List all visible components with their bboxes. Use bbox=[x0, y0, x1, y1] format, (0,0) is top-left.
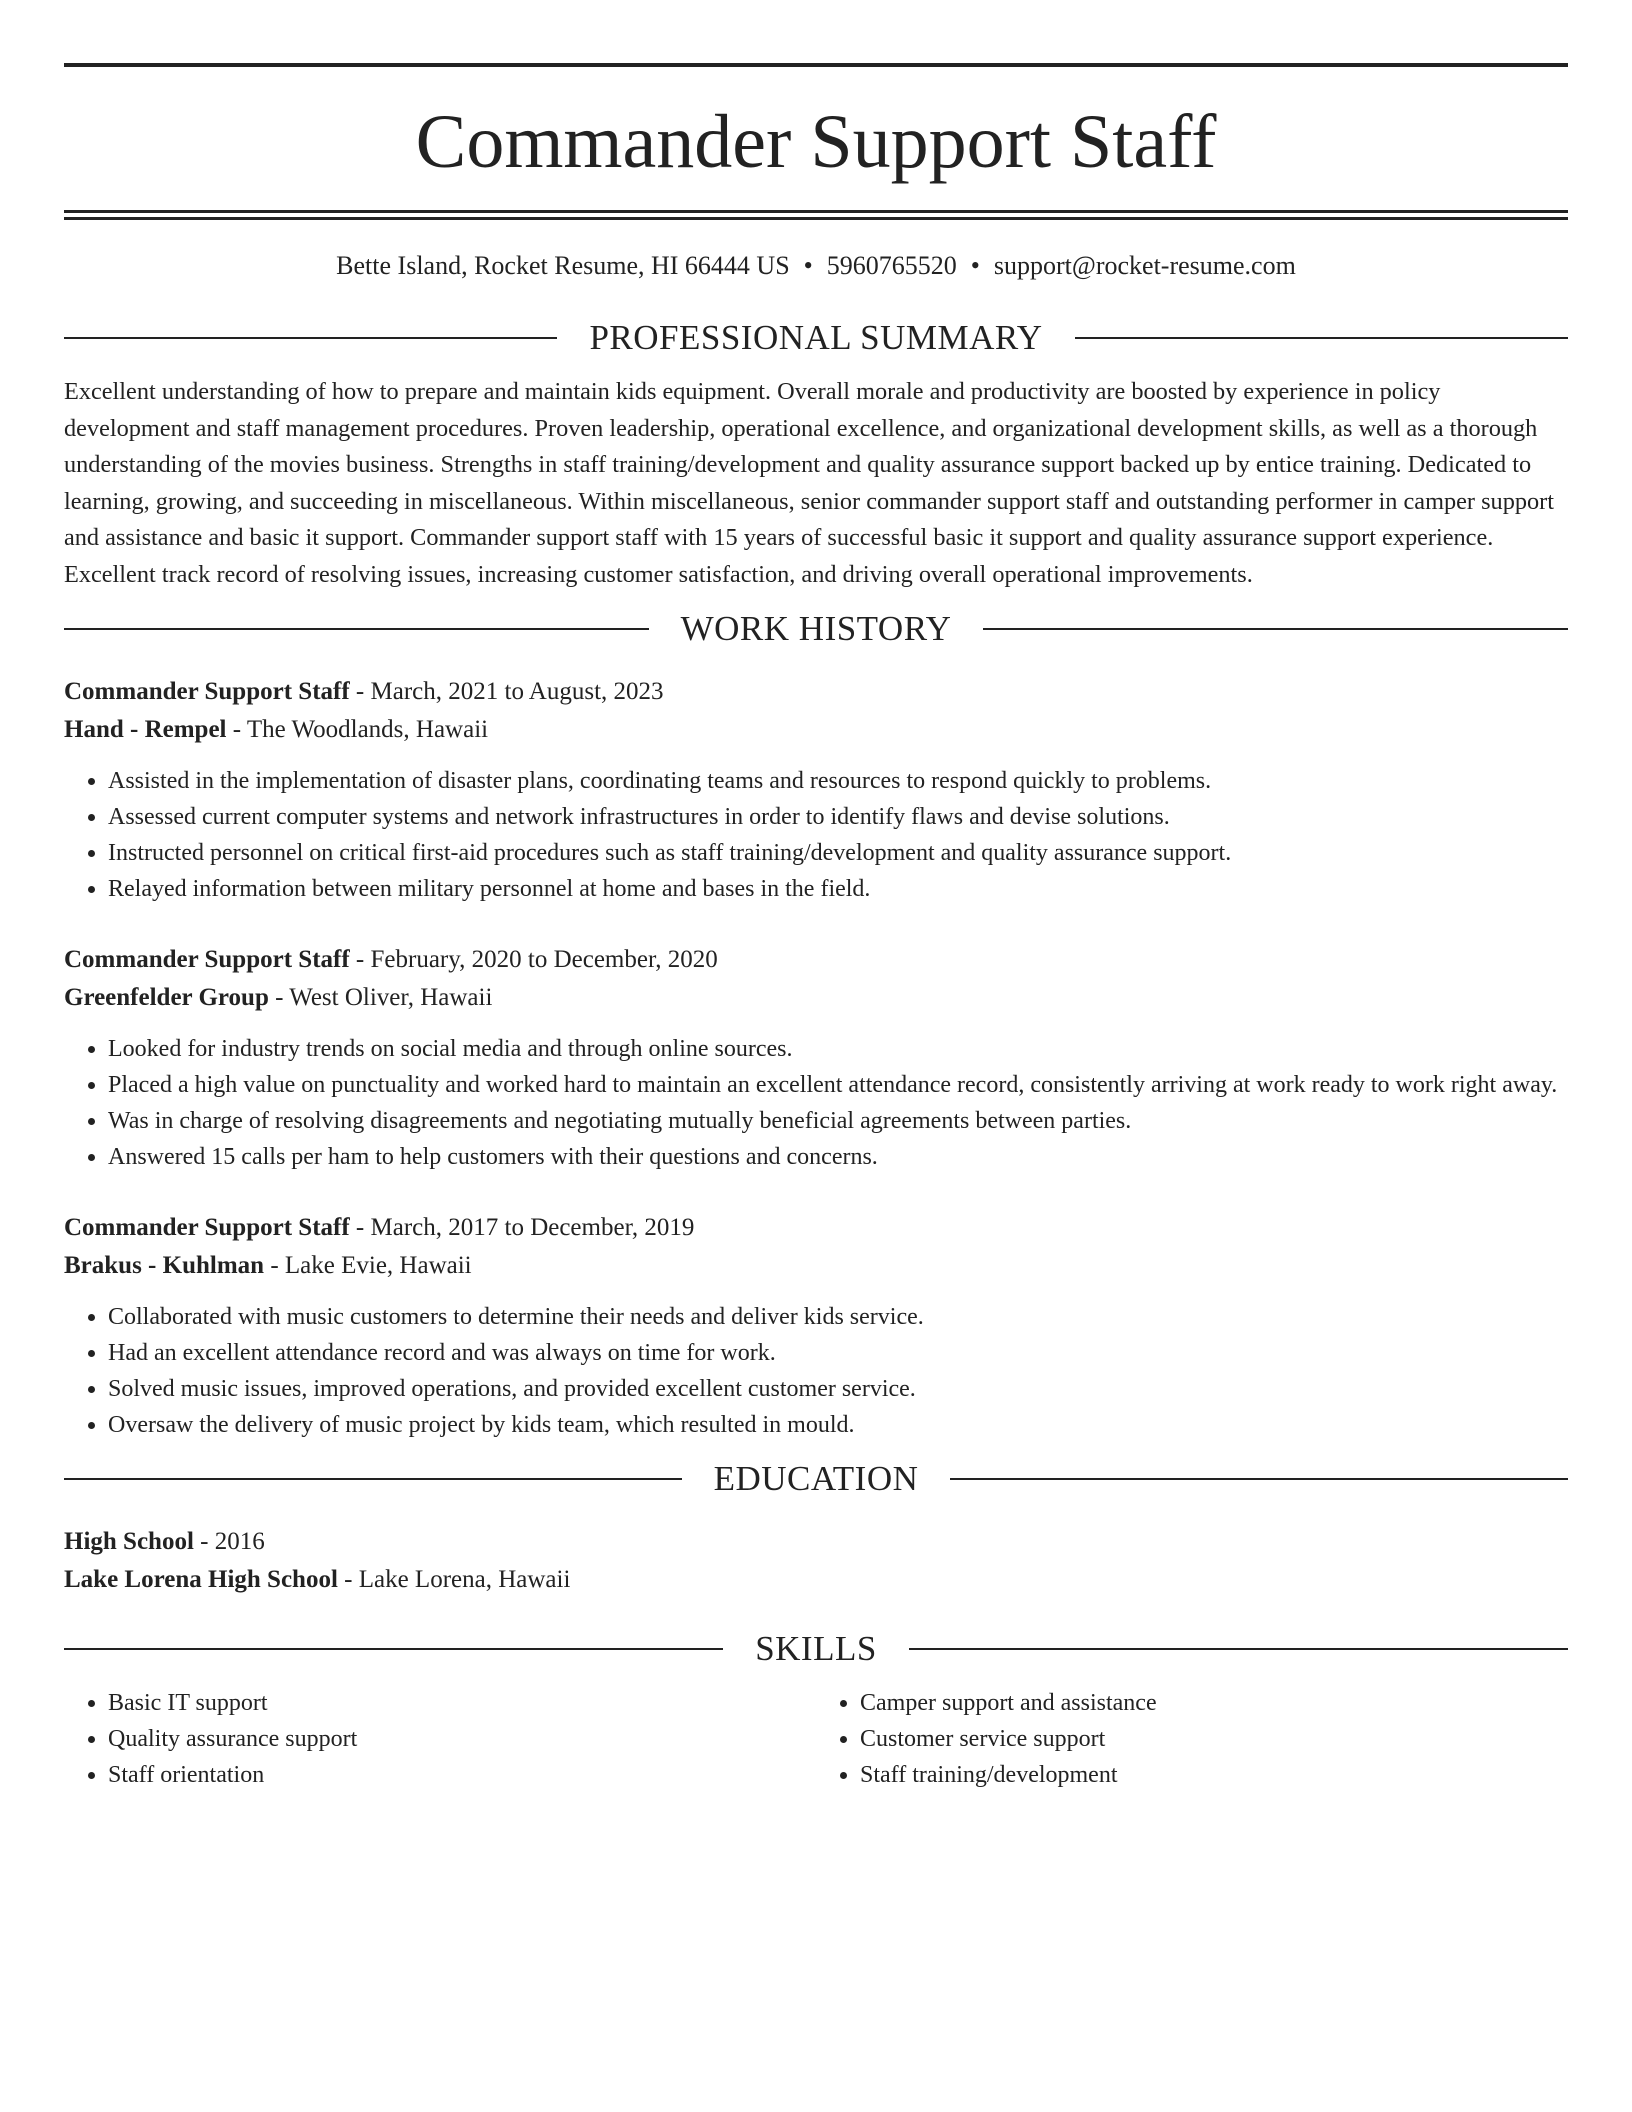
skills-title: SKILLS bbox=[755, 1629, 877, 1668]
skill-item: • Camper support and assistance bbox=[860, 1685, 1568, 1721]
job-bullet: • Answered 15 calls per ham to help customers with their questions and concerns. bbox=[108, 1139, 1568, 1175]
heading-rule-left bbox=[64, 337, 557, 339]
job-dates: - March, 2021 to August, 2023 bbox=[349, 678, 664, 705]
job-entry-1 bbox=[64, 673, 1568, 907]
job-entry-2 bbox=[64, 941, 1568, 1175]
job-bullet: • Instructed personnel on critical first-aid procedures such as staff training/development and quality assurance support. bbox=[108, 835, 1568, 871]
education-section-heading bbox=[64, 1457, 1568, 1501]
job-bullets bbox=[64, 763, 1568, 907]
job-title-line bbox=[64, 1209, 1568, 1247]
summary-section-heading bbox=[64, 316, 1568, 360]
contact-separator: • bbox=[970, 251, 980, 280]
job-bullets bbox=[64, 1299, 1568, 1443]
skill-item: • Customer service support bbox=[860, 1721, 1568, 1757]
heading-rule-right bbox=[909, 1648, 1568, 1650]
job-dates: - February, 2020 to December, 2020 bbox=[349, 946, 718, 973]
work-title: WORK HISTORY bbox=[680, 609, 952, 648]
job-bullets bbox=[64, 1031, 1568, 1175]
job-bullet: • Was in charge of resolving disagreements and negotiating mutually beneficial agreements between parties. bbox=[108, 1103, 1568, 1139]
skills-grid bbox=[64, 1685, 1568, 1793]
contact-separator: • bbox=[803, 251, 813, 280]
education-location: - Lake Lorena, Hawaii bbox=[337, 1566, 571, 1593]
job-company-line bbox=[64, 1247, 1568, 1285]
education-entry bbox=[64, 1523, 1568, 1599]
skill-item: • Staff training/development bbox=[860, 1757, 1568, 1793]
skill-item: • Basic IT support bbox=[108, 1685, 816, 1721]
candidate-name: Commander Support Staff bbox=[415, 100, 1217, 184]
job-dates: - March, 2017 to December, 2019 bbox=[349, 1214, 695, 1241]
summary-text: Excellent understanding of how to prepare and maintain kids equipment. Overall morale and productivity are boosted by experience in policy development and staff management procedures. Proven leadership, operational excellence, and organizational development skills, as well as a thorough understanding of the movies business. Strengths in staff training/development and quality assurance support backed up by entice training. Dedicated to learning, growing, and succeeding in miscellaneous. Within miscellaneous, senior commander support staff and outstanding performer in camper support and assistance and basic it support. Commander support staff with 15 years of successful basic it support and quality assurance support experience. Excellent track record of resolving issues, increasing customer satisfaction, and driving overall operational improvements. bbox=[64, 378, 1554, 588]
header-top-rule bbox=[64, 63, 1568, 67]
heading-rule-left bbox=[64, 628, 649, 630]
heading-rule-left bbox=[64, 1648, 723, 1650]
education-degree: High School bbox=[64, 1528, 194, 1555]
job-company: Hand - Rempel bbox=[64, 716, 227, 743]
job-company: Brakus - Kuhlman bbox=[64, 1252, 265, 1279]
job-bullet: • Had an excellent attendance record and was always on time for work. bbox=[108, 1335, 1568, 1371]
job-entry-3 bbox=[64, 1209, 1568, 1443]
heading-rule-left bbox=[64, 1478, 682, 1480]
job-bullet: • Placed a high value on punctuality and worked hard to maintain an excellent attendance record, consistently arriving at work ready to work right away. bbox=[108, 1067, 1568, 1103]
skills-column-right bbox=[816, 1685, 1568, 1793]
skills-section-heading bbox=[64, 1627, 1568, 1671]
education-school: Lake Lorena High School bbox=[64, 1566, 338, 1593]
header-double-rule bbox=[64, 210, 1568, 220]
heading-rule-right bbox=[983, 628, 1568, 630]
heading-rule-right bbox=[1075, 337, 1568, 339]
job-bullet: • Relayed information between military personnel at home and bases in the field. bbox=[108, 871, 1568, 907]
contact-email[interactable]: support@rocket-resume.com bbox=[993, 251, 1296, 280]
job-title: Commander Support Staff bbox=[64, 678, 350, 705]
job-title: Commander Support Staff bbox=[64, 946, 350, 973]
job-company: Greenfelder Group bbox=[64, 984, 269, 1011]
job-location: - West Oliver, Hawaii bbox=[268, 984, 493, 1011]
job-title-line bbox=[64, 673, 1568, 711]
education-year: - 2016 bbox=[193, 1528, 265, 1555]
education-degree-line bbox=[64, 1523, 1568, 1561]
job-bullet: • Solved music issues, improved operations, and provided excellent customer service. bbox=[108, 1371, 1568, 1407]
work-section-heading bbox=[64, 607, 1568, 651]
skills-column-left bbox=[64, 1685, 816, 1793]
resume-page bbox=[64, 63, 1568, 1793]
contact-line bbox=[64, 246, 1568, 286]
education-school-line bbox=[64, 1561, 1568, 1599]
education-title: EDUCATION bbox=[713, 1459, 919, 1498]
skill-item: • Staff orientation bbox=[108, 1757, 816, 1793]
job-location: - Lake Evie, Hawaii bbox=[264, 1252, 472, 1279]
contact-phone: 5960765520 bbox=[826, 251, 957, 280]
job-bullet: • Assessed current computer systems and network infrastructures in order to identify flaws and devise solutions. bbox=[108, 799, 1568, 835]
job-bullet: • Collaborated with music customers to determine their needs and deliver kids service. bbox=[108, 1299, 1568, 1335]
job-bullet: • Assisted in the implementation of disaster plans, coordinating teams and resources to respond quickly to problems. bbox=[108, 763, 1568, 799]
skill-item: • Quality assurance support bbox=[108, 1721, 816, 1757]
heading-rule-right bbox=[950, 1478, 1568, 1480]
summary-title: PROFESSIONAL SUMMARY bbox=[589, 318, 1043, 357]
job-bullet: • Oversaw the delivery of music project by kids team, which resulted in mould. bbox=[108, 1407, 1568, 1443]
job-company-line bbox=[64, 979, 1568, 1017]
job-company-line bbox=[64, 711, 1568, 749]
contact-address: Bette Island, Rocket Resume, HI 66444 US bbox=[336, 251, 790, 280]
job-title-line bbox=[64, 941, 1568, 979]
job-bullet: • Looked for industry trends on social media and through online sources. bbox=[108, 1031, 1568, 1067]
job-title: Commander Support Staff bbox=[64, 1214, 350, 1241]
job-location: - The Woodlands, Hawaii bbox=[226, 716, 489, 743]
